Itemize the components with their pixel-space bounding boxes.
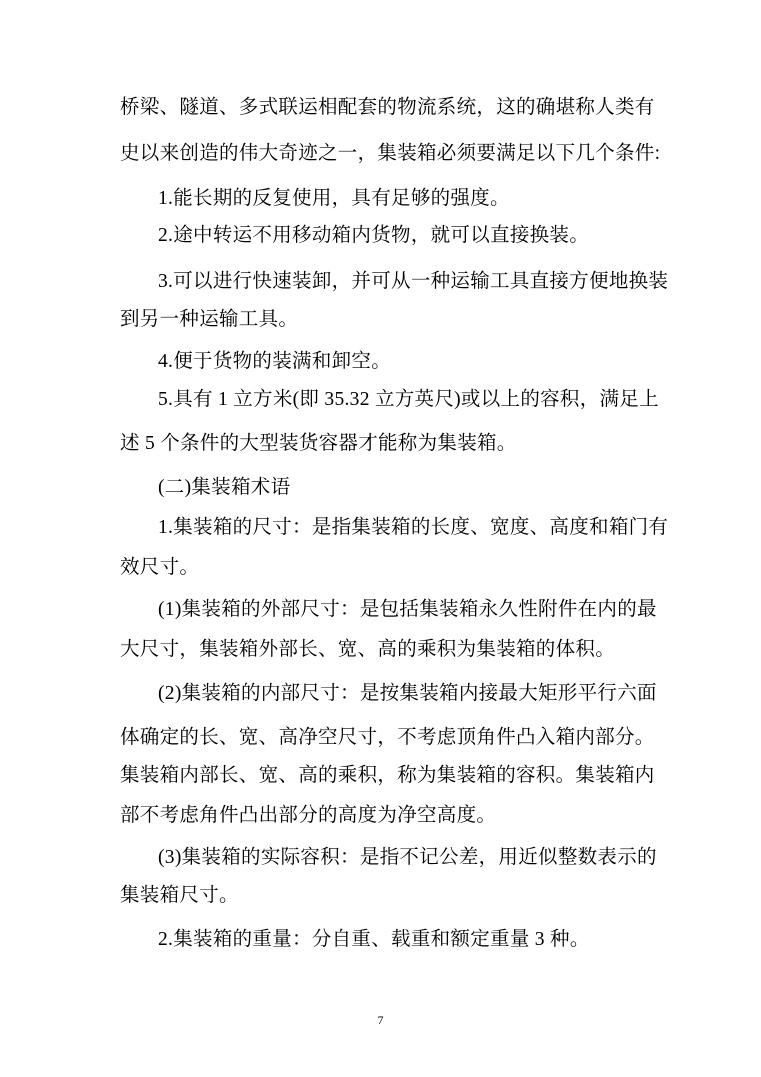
text-line: 史以来创造的伟大奇迹之一，集装箱必须要满足以下几个条件: [120, 143, 661, 164]
page-number: 7 [377, 1013, 384, 1027]
text-line: 部不考虑角件凸出部分的高度为净空高度。 [120, 805, 497, 826]
text-line: 效尺寸。 [120, 557, 200, 578]
list-item: (1)集装箱的外部尺寸：是包括集装箱永久性附件在内的最 [158, 599, 657, 620]
section-heading: (二)集装箱术语 [158, 477, 291, 498]
list-item: 1.能长期的反复使用，具有足够的强度。 [158, 188, 510, 209]
list-item: 5.具有 1 立方米(即 35.32 立方英尺)或以上的容积，满足上 [158, 389, 659, 410]
list-item: 2.途中转运不用移动箱内货物，就可以直接换装。 [158, 225, 590, 246]
list-item: 4.便于货物的装满和卸空。 [158, 351, 392, 372]
text-line: 到另一种运输工具。 [120, 309, 299, 330]
list-item: 1.集装箱的尺寸：是指集装箱的长度、宽度、高度和箱门有 [158, 517, 669, 538]
list-item: 2.集装箱的重量：分自重、载重和额定重量 3 种。 [158, 929, 590, 950]
text-line: 述 5 个条件的大型装货容器才能称为集装箱。 [120, 433, 517, 454]
text-line: 大尺寸，集装箱外部长、宽、高的乘积为集装箱的体积。 [120, 639, 616, 660]
list-item: (3)集装箱的实际容积：是指不记公差，用近似整数表示的 [158, 847, 657, 868]
list-item: (2)集装箱的内部尺寸：是按集装箱内接最大矩形平行六面 [158, 683, 657, 704]
text-line: 集装箱尺寸。 [120, 885, 239, 906]
list-item: 3.可以进行快速装卸，并可从一种运输工具直接方便地换装 [158, 271, 669, 292]
text-line: 体确定的长、宽、高净空尺寸，不考虑顶角件凸入箱内部分。 [120, 727, 655, 748]
text-line: 桥梁、隧道、多式联运相配套的物流系统，这的确堪称人类有 [120, 97, 655, 118]
text-line: 集装箱内部长、宽、高的乘积，称为集装箱的容积。集装箱内 [120, 765, 655, 786]
